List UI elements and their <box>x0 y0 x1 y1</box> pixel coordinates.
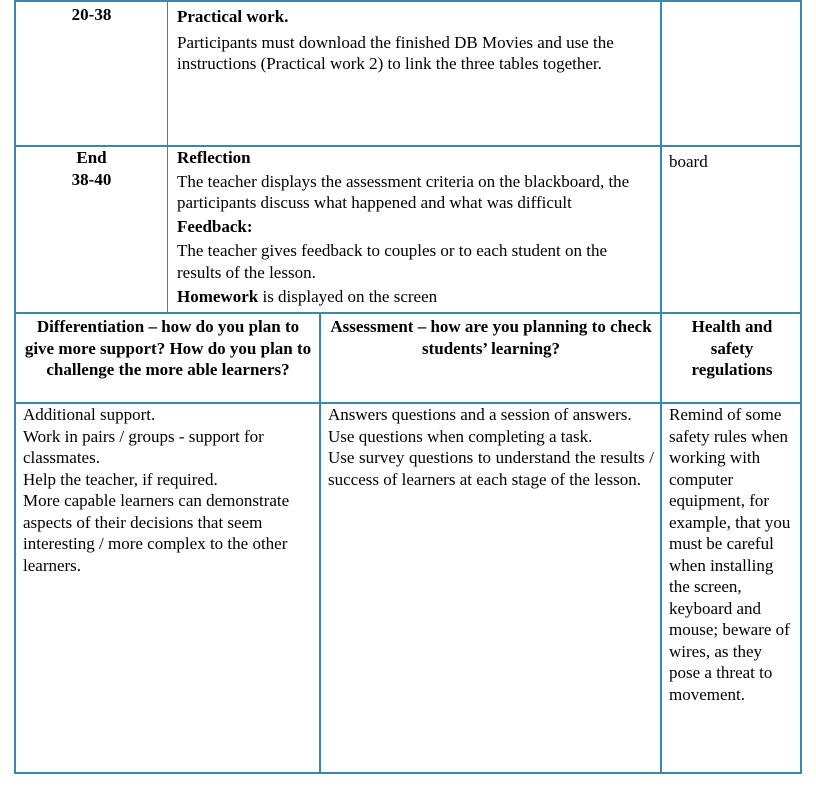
practical-heading: Practical work. <box>177 7 289 26</box>
differentiation-line: Work in pairs / groups - support for classmates. <box>23 426 264 467</box>
time-range: 38-40 <box>71 169 112 189</box>
health-safety-cell <box>669 404 791 705</box>
homework-bold: Homework <box>177 287 259 306</box>
reflection-text: The teacher displays the assessment criteria on the blackboard, the participants discuss what happened and what was difficult <box>177 171 630 212</box>
assessment-line: Use questions when completing a task. <box>328 426 593 446</box>
feedback-heading: Feedback: <box>177 216 253 236</box>
header-health-safety: Health and safety regulations <box>691 317 773 379</box>
feedback-text: The teacher gives feedback to couples or to each student on the results of the lesson. <box>177 241 608 282</box>
activity-cell-practical <box>177 6 655 75</box>
col-divider-time <box>167 0 168 313</box>
header-assessment: Assessment – how are you planning to check students’ learning? <box>330 317 652 358</box>
time-cell-end <box>16 147 167 190</box>
differentiation-cell <box>23 404 315 576</box>
table-border-right <box>800 0 802 774</box>
table-border-top <box>14 0 802 2</box>
table-border-left <box>14 0 16 774</box>
health-safety-text: Remind of some safety rules when working with computer equipment, for example, that you must be careful when installing the screen, keyboard and mouse; beware of wires, as they pose a threat to movement. <box>669 405 791 704</box>
resources-text: board <box>669 152 708 171</box>
homework-line <box>177 286 655 308</box>
time-cell-practical <box>16 4 167 26</box>
time-label: End <box>76 148 107 167</box>
assessment-cell <box>328 404 654 490</box>
reflection-heading: Reflection <box>177 148 251 167</box>
differentiation-line: Additional support. <box>23 405 156 424</box>
assessment-line: Answers questions and a session of answers. <box>328 405 632 424</box>
col-divider-assessment <box>319 313 321 774</box>
time-range: 20-38 <box>71 5 112 24</box>
homework-rest: is displayed on the screen <box>258 287 438 306</box>
practical-text: Participants must download the finished DB Movies and use the instructions (Practical work 2) to link the three tables together. <box>177 32 614 73</box>
resources-cell-end <box>669 151 797 173</box>
differentiation-line: More capable learners can demonstrate aspects of their decisions that seem interesting / more complex to the other learners. <box>23 491 290 575</box>
header-differentiation: Differentiation – how do you plan to give more support? How do you plan to challenge the more able learners? <box>24 317 312 379</box>
activity-cell-end <box>177 147 655 308</box>
row-divider-2 <box>14 312 802 314</box>
col-divider-resources <box>660 0 662 774</box>
assessment-line: Use survey questions to understand the results / success of learners at each stage of the lesson. <box>328 448 654 489</box>
differentiation-line: Help the teacher, if required. <box>23 469 218 489</box>
table-border-bottom <box>14 772 802 774</box>
